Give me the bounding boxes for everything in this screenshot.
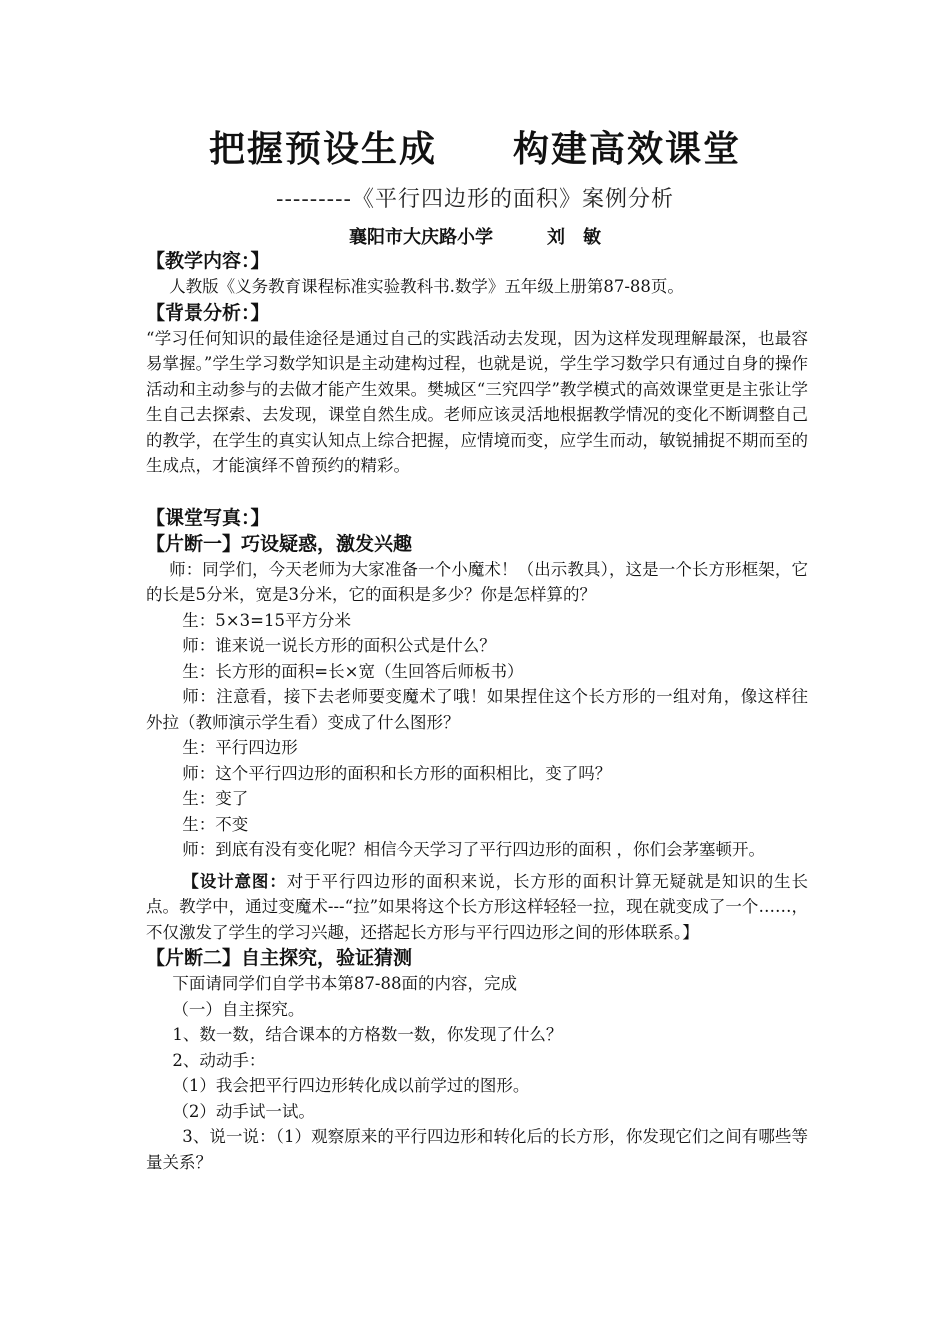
dialogue-line: 师：谁来说一说长方形的面积公式是什么？ [182, 636, 496, 655]
study-line: 1、数一数，结合课本的方格数一数，你发现了什么？ [172, 1025, 563, 1044]
study-line: （1）我会把平行四边形转化成以前学过的图形。 [172, 1076, 530, 1095]
author-line: 襄阳市大庆路小学 刘 敏 [349, 227, 601, 248]
document-subtitle: ---------《平行四边形的面积》案例分析 [276, 187, 674, 212]
design-intent-text: 对于平行四边形的面积来说，长方形的面积计算无疑就是知识的生长点。教学中，通过变魔术---“拉”如果将这个长方形这样轻轻一拉，现在就变成了一个……，不仅激发了学生的学习兴趣，还搭起长方形与平行四边形之间的形体联系。】 [146, 871, 809, 942]
section-heading-content: 【教学内容：】 [146, 250, 270, 272]
design-intent-paragraph [146, 869, 808, 946]
dialogue-line: 生：长方形的面积=长×宽（生回答后师板书） [182, 661, 524, 681]
study-line: （2）动手试一试。 [172, 1101, 315, 1121]
dialogue-line: 师：到底有没有变化呢？相信今天学习了平行四边形的面积 ，你们会茅塞顿开。 [182, 840, 766, 859]
dialogue-line: 生：不变 [182, 814, 249, 834]
section-heading-classroom: 【课堂写真：】 [146, 506, 270, 529]
dialogue-line: 师：同学们，今天老师为大家准备一个小魔术！（出示教具），这是一个长方形框架，它的长是5分米，宽是3分米，它的面积是多少？你是怎样算的？ [146, 559, 808, 604]
design-intent-label: 【设计意图： [182, 871, 287, 891]
content-paragraph: 人教版《义务教育课程标准实验教科书.数学》五年级上册第87-88页。 [169, 277, 684, 296]
section-heading-background: 【背景分析：】 [146, 301, 270, 324]
fragment1-heading: 【片断一】巧设疑惑，激发兴趣 [146, 532, 413, 555]
dialogue-line: 师：这个平行四边形的面积和长方形的面积相比，变了吗？ [182, 763, 612, 783]
dialogue-line: 生：变了 [182, 789, 249, 808]
study-line: 下面请同学们自学书本第87-88面的内容，完成 [172, 974, 517, 993]
document-body [146, 248, 808, 1175]
study-line: 2、动动手： [172, 1050, 266, 1070]
document-title: 把握预设生成 构建高效课堂 [208, 129, 741, 170]
fragment2-heading: 【片断二】自主探究，验证猜测 [146, 947, 413, 969]
background-paragraph: “学习任何知识的最佳途径是通过自己的实践活动去发现，因为这样发现理解最深，也最容易掌握。”学生学习数学知识是主动建构过程，也就是说，学生学习数学只有通过自身的操作活动和主动参与的去做才能产生效果。樊城区“三究四学”教学模式的高效课堂更是主张让学生自己去探索、去发现，课堂自然生成。老师应该灵活地根据教学情况的变化不断调整自己的教学，在学生的真实认知点上综合把握，应情境而变，应学生而动，敏锐捕捉不期而至的生成点，才能演绎不曾预约的精彩。 [146, 328, 808, 475]
dialogue-line: 师：注意看，接下去老师要变魔术了哦！如果捏住这个长方形的一组对角，像这样往外拉（教师演示学生看）变成了什么图形？ [146, 687, 808, 732]
dialogue-line: 生：5×3=15平方分米 [182, 610, 351, 630]
dialogue-line: 生：平行四边形 [182, 738, 298, 757]
study-line: （一）自主探究。 [172, 999, 305, 1019]
study-line: 3、说一说：（1）观察原来的平行四边形和转化后的长方形，你发现它们之间有哪些等量关系？ [146, 1127, 808, 1172]
